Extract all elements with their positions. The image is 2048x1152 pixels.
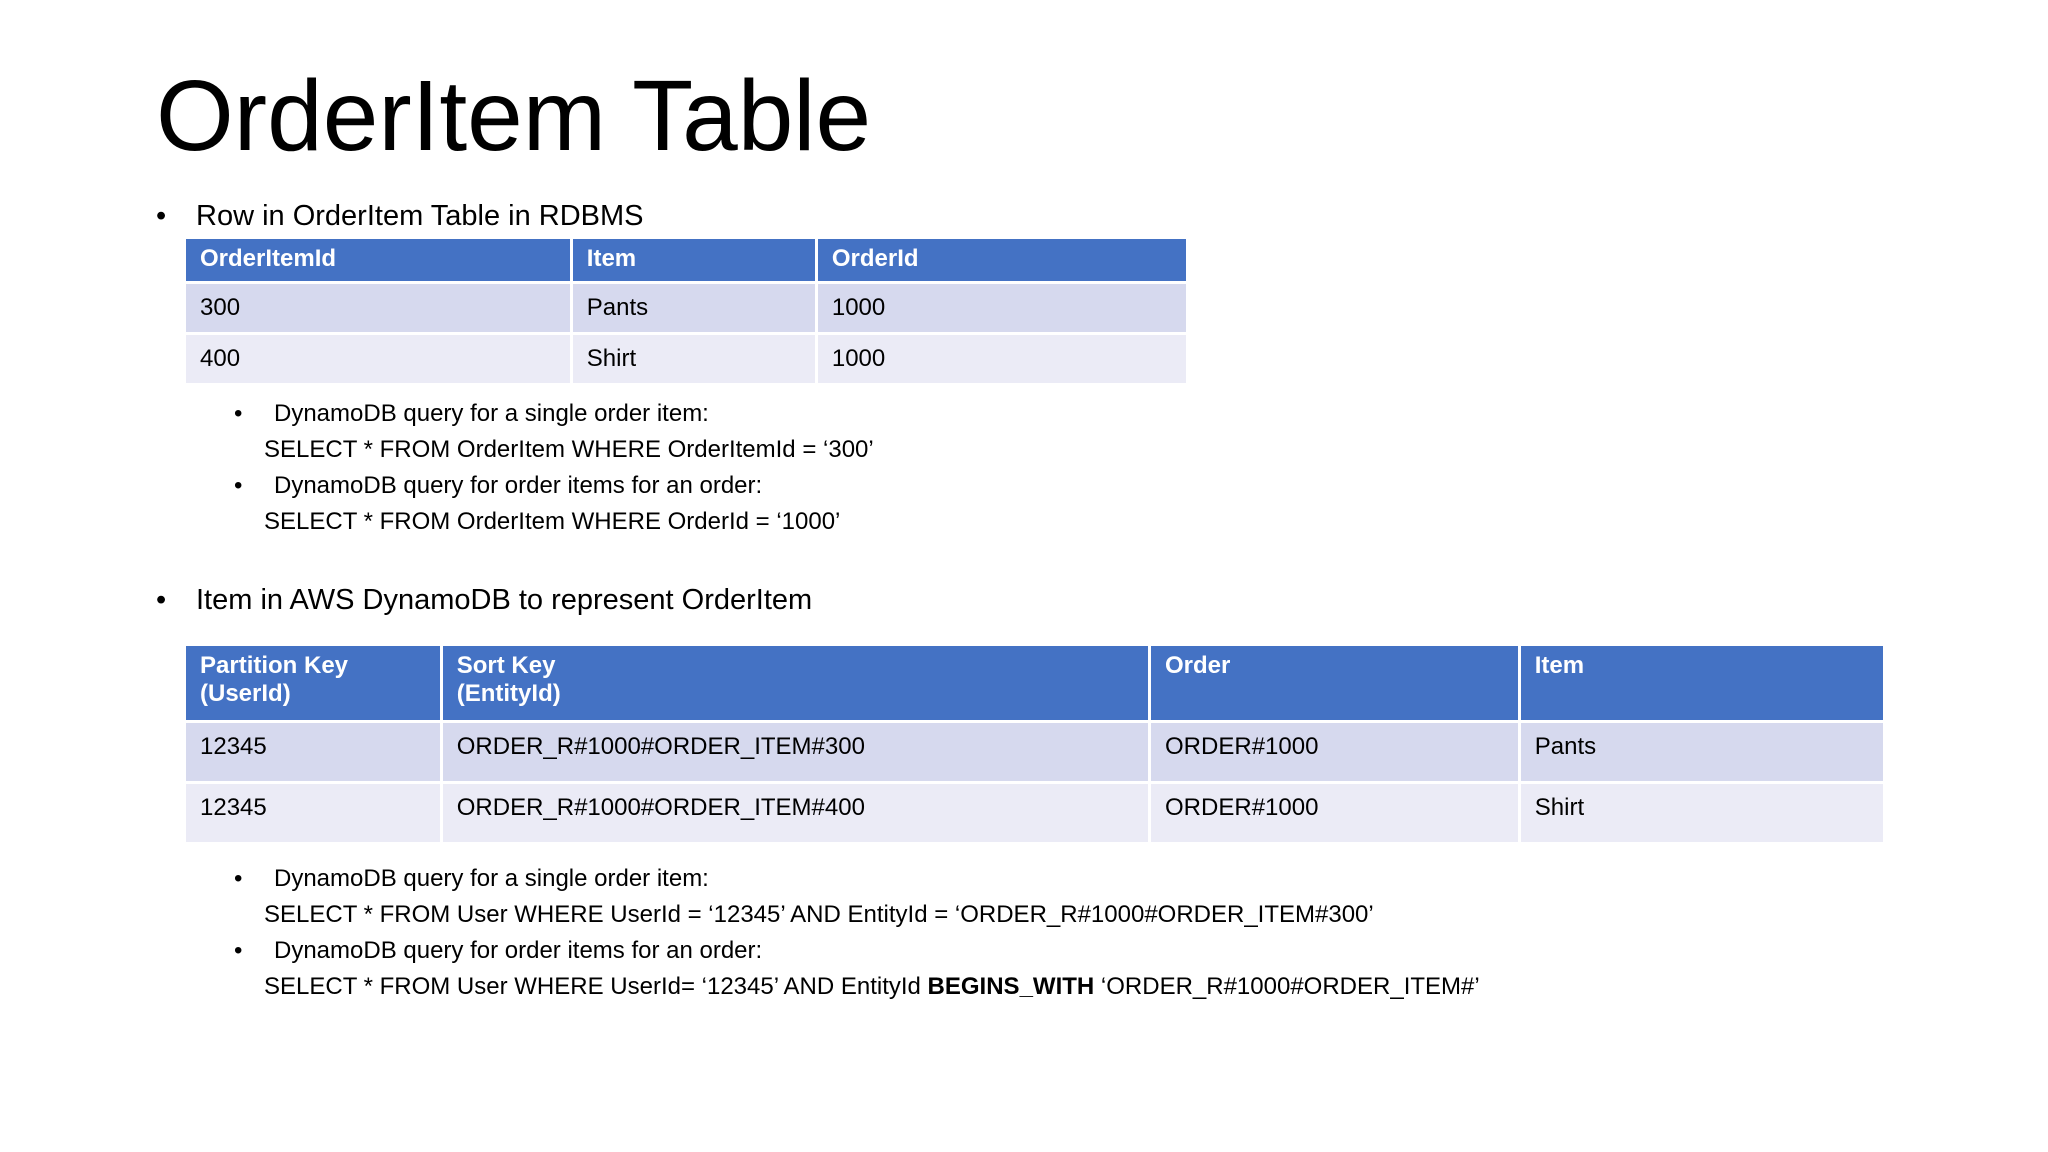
query-label-text: DynamoDB query for a single order item: (274, 400, 709, 427)
cell-orderitemid: 300 (186, 284, 570, 332)
bullet-dynamodb-text: Item in AWS DynamoDB to represent OrderItem (196, 584, 813, 616)
bullet-dynamodb (156, 582, 812, 618)
bullet-dot: • (234, 865, 243, 892)
query-code (264, 972, 1480, 1002)
bullet-dot: • (156, 200, 167, 232)
query-code: SELECT * FROM User WHERE UserId = ‘12345’ AND EntityId = ‘ORDER_R#1000#ORDER_ITEM#300’ (264, 901, 1374, 928)
query-code: SELECT * FROM OrderItem WHERE OrderItemId = ‘300’ (264, 436, 874, 463)
query-code: SELECT * FROM OrderItem WHERE OrderId = ‘1000’ (264, 508, 841, 535)
table-header-row (186, 646, 1883, 720)
slide-title: OrderItem Table (156, 60, 872, 172)
table-row (186, 284, 1186, 332)
bullet-dot: • (234, 937, 243, 964)
header-line: Partition Key (200, 652, 349, 679)
cell-order: ORDER#1000 (1151, 723, 1518, 781)
query-label-text: DynamoDB query for order items for an order: (274, 472, 763, 499)
query-label (234, 471, 762, 501)
bullet-rdbms (156, 198, 644, 234)
bullet-dot: • (234, 400, 243, 427)
header-item (1521, 646, 1883, 720)
bullet-dot: • (234, 472, 243, 499)
dynamodb-table (183, 643, 1886, 845)
cell-item: Shirt (1521, 784, 1883, 842)
header-line: Order (1165, 652, 1231, 679)
cell-item: Pants (1521, 723, 1883, 781)
bullet-dot: • (156, 584, 167, 616)
cell-entityid: ORDER_R#1000#ORDER_ITEM#300 (443, 723, 1148, 781)
query-label-text: DynamoDB query for order items for an order: (274, 937, 763, 964)
header-orderitemid: OrderItemId (186, 239, 570, 281)
cell-userid: 12345 (186, 723, 440, 781)
header-orderid: OrderId (818, 239, 1186, 281)
header-partition-key (186, 646, 440, 720)
cell-orderid: 1000 (818, 284, 1186, 332)
header-line: (EntityId) (456, 680, 561, 707)
query-label (234, 936, 762, 966)
cell-order: ORDER#1000 (1151, 784, 1518, 842)
cell-entityid: ORDER_R#1000#ORDER_ITEM#400 (443, 784, 1148, 842)
bullet-rdbms-text: Row in OrderItem Table in RDBMS (196, 200, 644, 232)
cell-item: Shirt (573, 335, 815, 383)
cell-orderid: 1000 (818, 335, 1186, 383)
cell-orderitemid: 400 (186, 335, 570, 383)
query-code-keyword: BEGINS_WITH (927, 973, 1095, 1000)
table-header-row (186, 239, 1186, 281)
rdbms-table (183, 236, 1189, 386)
table-row (186, 335, 1186, 383)
header-line: Item (1534, 652, 1585, 679)
header-line: Sort Key (456, 652, 556, 679)
cell-item: Pants (573, 284, 815, 332)
table-row (186, 784, 1883, 842)
query-code-prefix: SELECT * FROM User WHERE UserId= ‘12345’ AND EntityId (264, 973, 928, 1000)
table-row (186, 723, 1883, 781)
cell-userid: 12345 (186, 784, 440, 842)
query-label (234, 399, 709, 429)
header-item: Item (573, 239, 815, 281)
query-code-suffix: ‘ORDER_R#1000#ORDER_ITEM#’ (1094, 973, 1480, 1000)
query-label (234, 864, 709, 894)
header-line: (UserId) (200, 680, 291, 707)
header-order (1151, 646, 1518, 720)
header-sort-key (443, 646, 1148, 720)
query-label-text: DynamoDB query for a single order item: (274, 865, 709, 892)
